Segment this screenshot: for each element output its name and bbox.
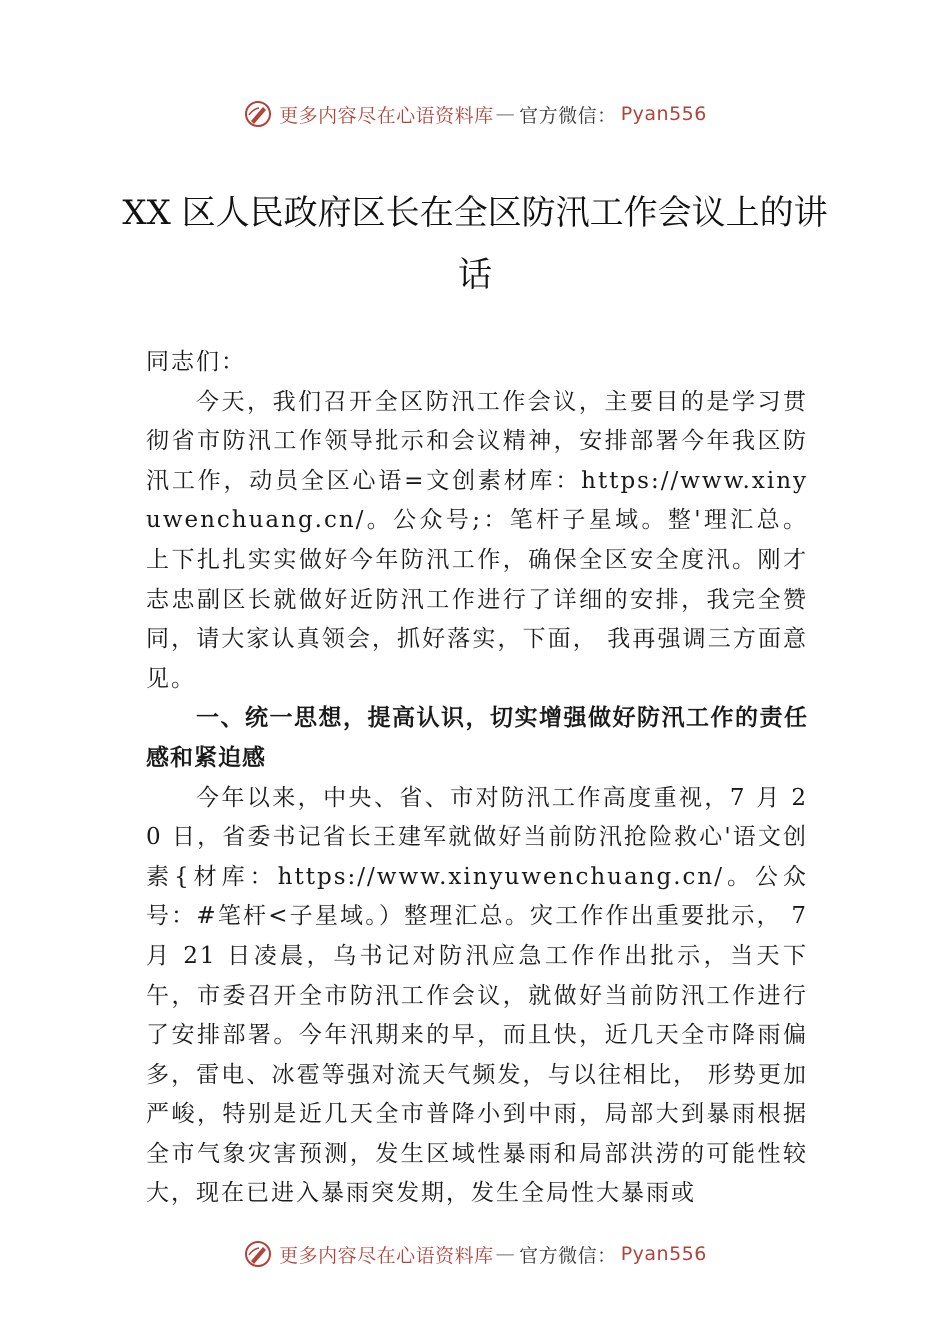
document-title: XX 区人民政府区长在全区防汛工作会议上的讲话	[122, 193, 828, 295]
paragraph-1: 今天，我们召开全区防汛工作会议，主要目的是学习贯彻省市防汛工作领导批示和会议精神，安排部署今年我区防汛工作，动员全区心语=文创素材库：https://www.xinyuwenchuang.cn/。公众号;：笔杆子星域。整'理汇总。上下扎扎实实做好今年防汛工作，确保全区安全度汛。刚才志忠副区长就做好近防汛工作进行了详细的安排，我完全赞同，请大家认真领会，抓好落实，下面， 我再强调三方面意见。	[146, 388, 808, 692]
pen-logo-icon	[243, 99, 273, 129]
section-heading-1: 一、统一思想，提高认识，切实增强做好防汛工作的责任感和紧迫感	[146, 705, 808, 771]
banner-wechat-label: 官方微信：	[519, 104, 617, 127]
footer-watermark-banner	[0, 1234, 950, 1274]
paragraph-2: 今年以来，中央、省、市对防汛工作高度重视，7 月 20 日，省委书记省长王建军就做好当前防汛抢险救心'语文创素{材库：https://www.xinyuwenchuang.cn/。公众号：#笔杆<子星域。）整理汇总。灾工作作出重要批示， 7 月 21 日凌晨，乌书记对防汛应急工作作出批示，当天下午，市委召开全市防汛工作会议，就做好当前防汛工作进行了安排部署。今年汛期来的早，而且快，近几天全市降雨偏多，雷电、冰雹等强对流天气频发，与以往相比， 形势更加严峻，特别是近几天全市普降小到中雨，局部大到暴雨根据全市气象灾害预测，发生区域性暴雨和局部洪涝的可能性较大，现在已进入暴雨突发期，发生全局性大暴雨或	[146, 784, 808, 1207]
banner-text: 更多内容尽在心语资料库	[279, 104, 494, 127]
banner-dash: —	[495, 1243, 516, 1265]
banner-dash: —	[495, 103, 516, 125]
banner-wechat-label: 官方微信：	[519, 1244, 617, 1267]
pen-logo-icon	[243, 1239, 273, 1269]
banner-text: 更多内容尽在心语资料库	[279, 1244, 494, 1267]
header-watermark-banner	[0, 94, 950, 134]
banner-account: Pyan556	[620, 1243, 707, 1265]
banner-account: Pyan556	[620, 103, 707, 125]
document-body	[146, 343, 808, 1214]
greeting: 同志们：	[146, 349, 246, 375]
